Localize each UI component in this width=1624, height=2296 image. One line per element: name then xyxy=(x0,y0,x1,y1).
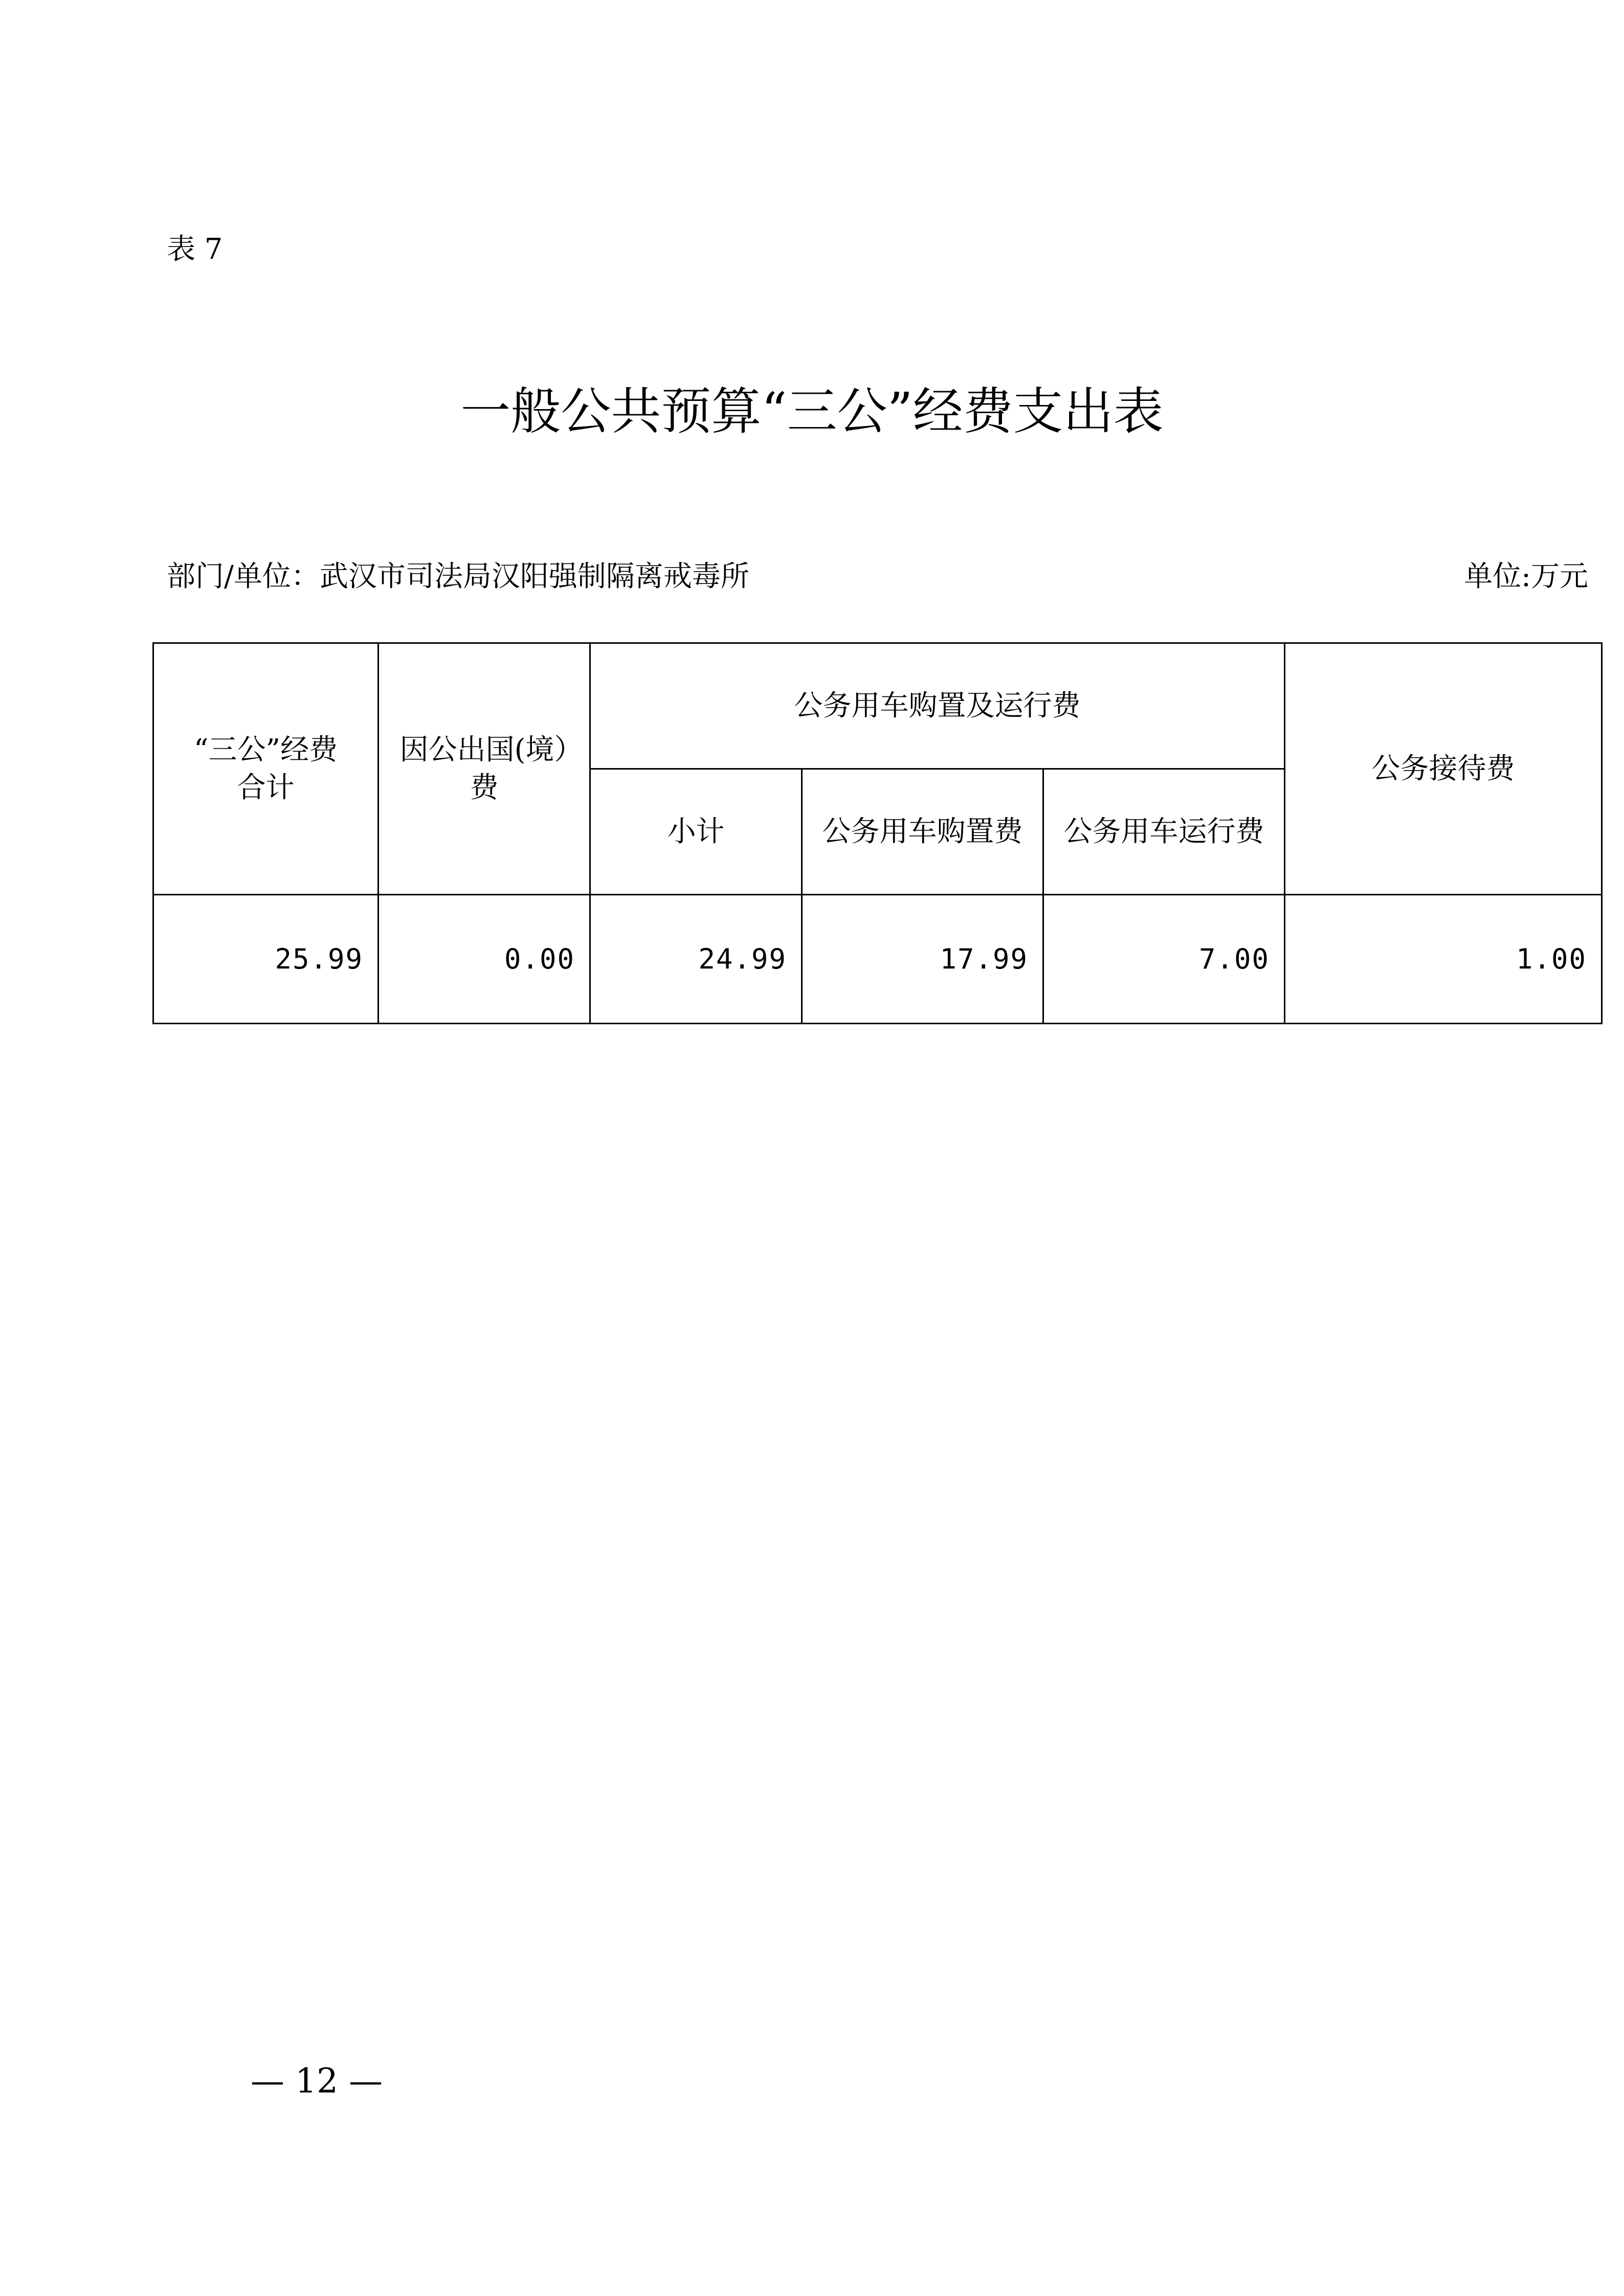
table-row xyxy=(153,895,1602,1024)
cell-vehicle-operation: 7.00 xyxy=(1043,895,1285,1024)
header-row-1 xyxy=(153,643,1602,769)
cell-abroad: 0.00 xyxy=(379,895,590,1024)
header-total: “三公”经费合计 xyxy=(153,643,379,895)
header-vehicle-operation: 公务用车运行费 xyxy=(1043,769,1285,895)
page-number: — 12 — xyxy=(251,2061,383,2101)
header-vehicle: 公务用车购置及运行费 xyxy=(590,643,1285,769)
cell-reception: 1.00 xyxy=(1285,895,1602,1024)
header-abroad: 因公出国(境）费 xyxy=(379,643,590,895)
unit-label: 单位:万元 xyxy=(1464,560,1588,593)
header-vehicle-purchase: 公务用车购置费 xyxy=(802,769,1043,895)
cell-total: 25.99 xyxy=(153,895,379,1024)
header-reception: 公务接待费 xyxy=(1285,643,1602,895)
table-number: 表 7 xyxy=(167,233,223,266)
cell-vehicle-purchase: 17.99 xyxy=(802,895,1043,1024)
header-subtotal: 小计 xyxy=(590,769,802,895)
page-title: 一般公共预算“三公”经费支出表 xyxy=(460,382,1164,441)
department-label: 部门/单位：武汉市司法局汉阳强制隔离戒毒所 xyxy=(167,560,749,593)
cell-subtotal: 24.99 xyxy=(590,895,802,1024)
three-public-expense-table xyxy=(152,642,1603,1024)
